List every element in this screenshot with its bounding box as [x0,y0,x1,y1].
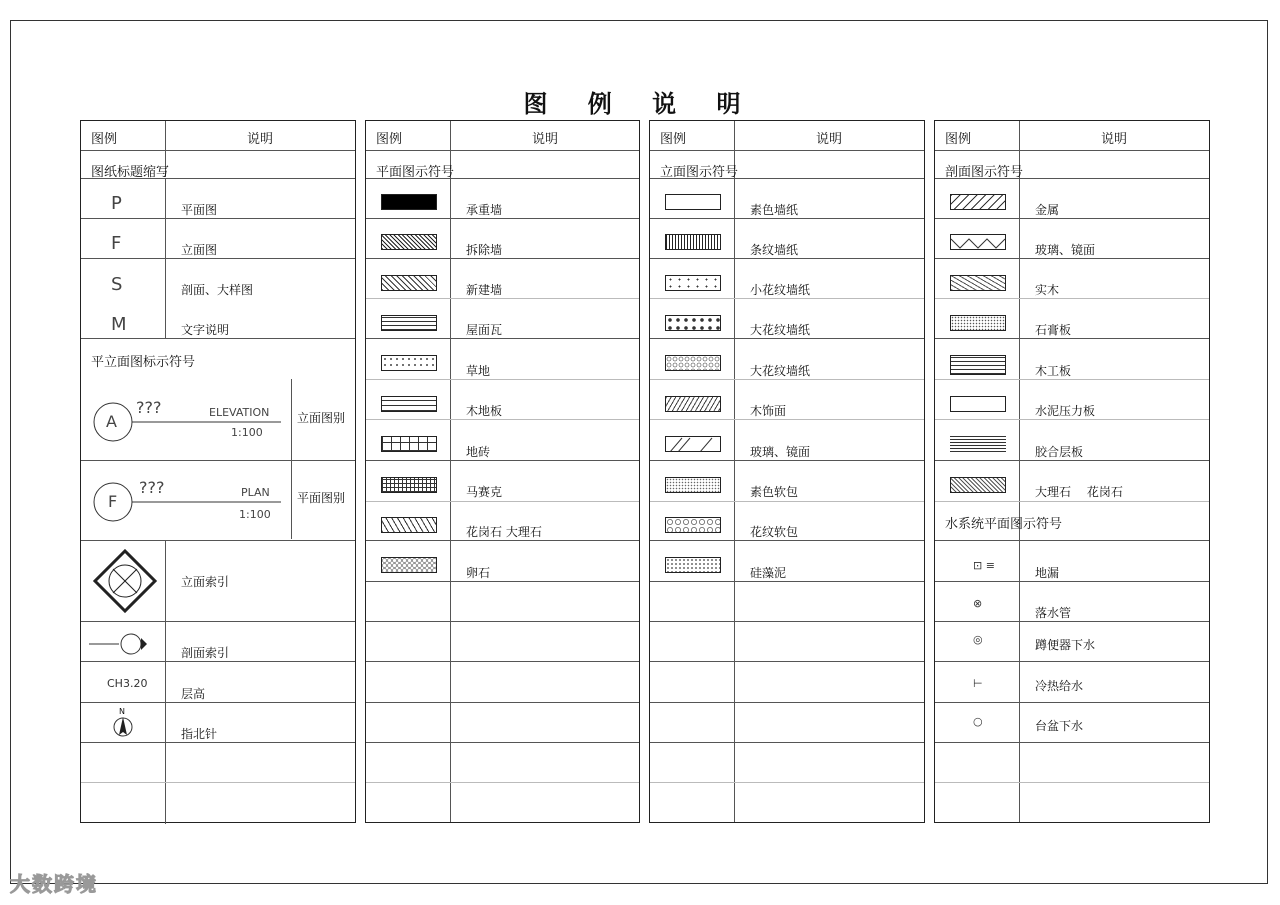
wood-veneer-icon [665,396,721,412]
blockboard-icon [950,355,1006,375]
granite-marble-icon [381,517,437,533]
index-label: 立面索引 [181,575,230,589]
section-title-section: 剖面图示符号 [945,165,1024,180]
plain-upholstery-icon [665,477,721,493]
header-legend: 图例 [660,132,687,147]
section-index-label: 剖面索引 [181,646,230,660]
section-label: 金属 [1035,203,1060,217]
header-legend: 图例 [945,132,972,147]
elevation-label: 立面图别 [297,411,346,425]
elevation-label: 小花纹墙纸 [750,283,811,297]
elevation-label: 素色软包 [750,485,799,499]
plan-symbol [81,466,291,546]
glass-mirror-icon [665,436,721,452]
elevation-label: 硅藻泥 [750,566,787,580]
section-label: 实木 [1035,283,1060,297]
water-label: 台盆下水 [1035,719,1084,733]
water-label: 冷热给水 [1035,679,1084,693]
elevation-symbol [81,386,291,466]
section-title-plan: 平面图示符号 [376,165,455,180]
header-legend: 图例 [91,132,118,147]
new-wall-icon [381,275,437,291]
panel-elevation-symbols [649,120,925,823]
section-title-marks: 平立面图标示符号 [91,355,196,370]
section-label: 木工板 [1035,364,1072,378]
panel-plan-symbols [365,120,640,823]
plan-label: 马赛克 [466,485,503,499]
question-marks: ??? [139,478,165,497]
elevation-label: 花纹软包 [750,525,799,539]
elevation-label: 木饰面 [750,404,787,418]
elevation-label: 素色墙纸 [750,203,799,217]
section-label: 大理石 花岗石 [1035,485,1123,499]
section-label: 玻璃、镜面 [1035,243,1096,257]
solid-wood-icon [950,275,1006,291]
plan-label: 拆除墙 [466,243,503,257]
north-letter: N [119,707,125,716]
section-index-icon [89,629,165,659]
header-legend: 图例 [376,132,403,147]
elevation-index-icon [93,549,157,613]
header-desc: 说明 [247,132,274,147]
height-code: CH3.20 [107,677,148,690]
north-label: 指北针 [181,727,218,741]
plan-scale: 1:100 [239,508,271,521]
gypsum-board-icon [950,315,1006,331]
abbr-label: 文字说明 [181,323,230,337]
abbr-label: 平面图 [181,203,218,217]
plan-label: 地砖 [466,445,491,459]
large-pattern-wallpaper-icon [665,355,721,371]
plan-label: 承重墙 [466,203,503,217]
roof-tile-icon [381,315,437,331]
abbr-letter: M [111,314,127,335]
abbr-letter: F [111,233,122,254]
small-pattern-wallpaper-icon [665,275,721,291]
header-desc: 说明 [816,132,843,147]
plan-label: 木地板 [466,404,503,418]
elevation-scale: 1:100 [231,426,263,439]
downpipe-icon: ⊗ [973,597,983,610]
floor-drain-icon: ⊡ ≡ [973,559,995,572]
basin-drain-icon: ○ [973,715,983,728]
plan-label: 花岗石 大理石 [466,525,542,539]
marble-granite-icon [950,477,1006,493]
abbr-letter: S [111,274,123,295]
section-label: 胶合层板 [1035,445,1084,459]
plan-label: 草地 [466,364,491,378]
abbr-label: 剖面、大样图 [181,283,254,297]
question-marks: ??? [136,398,162,417]
demolished-wall-icon [381,234,437,250]
plan-label: 屋面瓦 [466,323,503,337]
plywood-icon [950,436,1006,452]
wood-floor-icon [381,396,437,412]
glass-section-icon [950,234,1006,250]
abbr-letter: P [111,193,122,214]
grass-icon [381,355,437,371]
north-arrow-icon [111,715,135,739]
section-title-abbreviations: 图纸标题缩写 [91,165,170,180]
diatom-mud-icon [665,557,721,573]
elevation-label: 大花纹墙纸 [750,364,811,378]
elevation-word: ELEVATION [209,406,270,419]
pebble-icon [381,557,437,573]
cement-board-icon [950,396,1006,412]
page-title: 图 例 说 明 [523,90,757,118]
plan-word: PLAN [241,486,270,499]
section-title-water: 水系统平面图示符号 [945,517,1063,532]
section-title-elevation: 立面图示符号 [660,165,739,180]
plan-label: 平面图别 [297,491,346,505]
pattern-upholstery-icon [665,517,721,533]
plan-label: 卵石 [466,566,491,580]
header-desc: 说明 [1101,132,1128,147]
circle-letter: F [108,492,118,511]
plain-wallpaper-icon [665,194,721,210]
section-label: 水泥压力板 [1035,404,1096,418]
water-supply-icon: ⊢ [973,677,983,690]
abbr-label: 立面图 [181,243,218,257]
striped-wallpaper-icon [665,234,721,250]
mosaic-icon [381,477,437,493]
water-label: 蹲便器下水 [1035,638,1096,652]
toilet-drain-icon: ◎ [973,633,983,646]
header-desc: 说明 [532,132,559,147]
metal-icon [950,194,1006,210]
elevation-label: 条纹墙纸 [750,243,799,257]
section-label: 石膏板 [1035,323,1072,337]
load-bearing-wall-icon [381,194,437,210]
floor-tile-icon [381,436,437,452]
height-label: 层高 [181,687,206,701]
elevation-label: 玻璃、镜面 [750,445,811,459]
water-label: 落水管 [1035,606,1072,620]
panel-abbreviations [80,120,356,823]
water-label: 地漏 [1035,566,1060,580]
plan-label: 新建墙 [466,283,503,297]
panel-section-symbols [934,120,1210,823]
circle-letter: A [106,412,117,431]
elevation-label: 大花纹墙纸 [750,323,811,337]
watermark: 大数跨境 [10,872,98,896]
large-pattern-wallpaper-icon [665,315,721,331]
